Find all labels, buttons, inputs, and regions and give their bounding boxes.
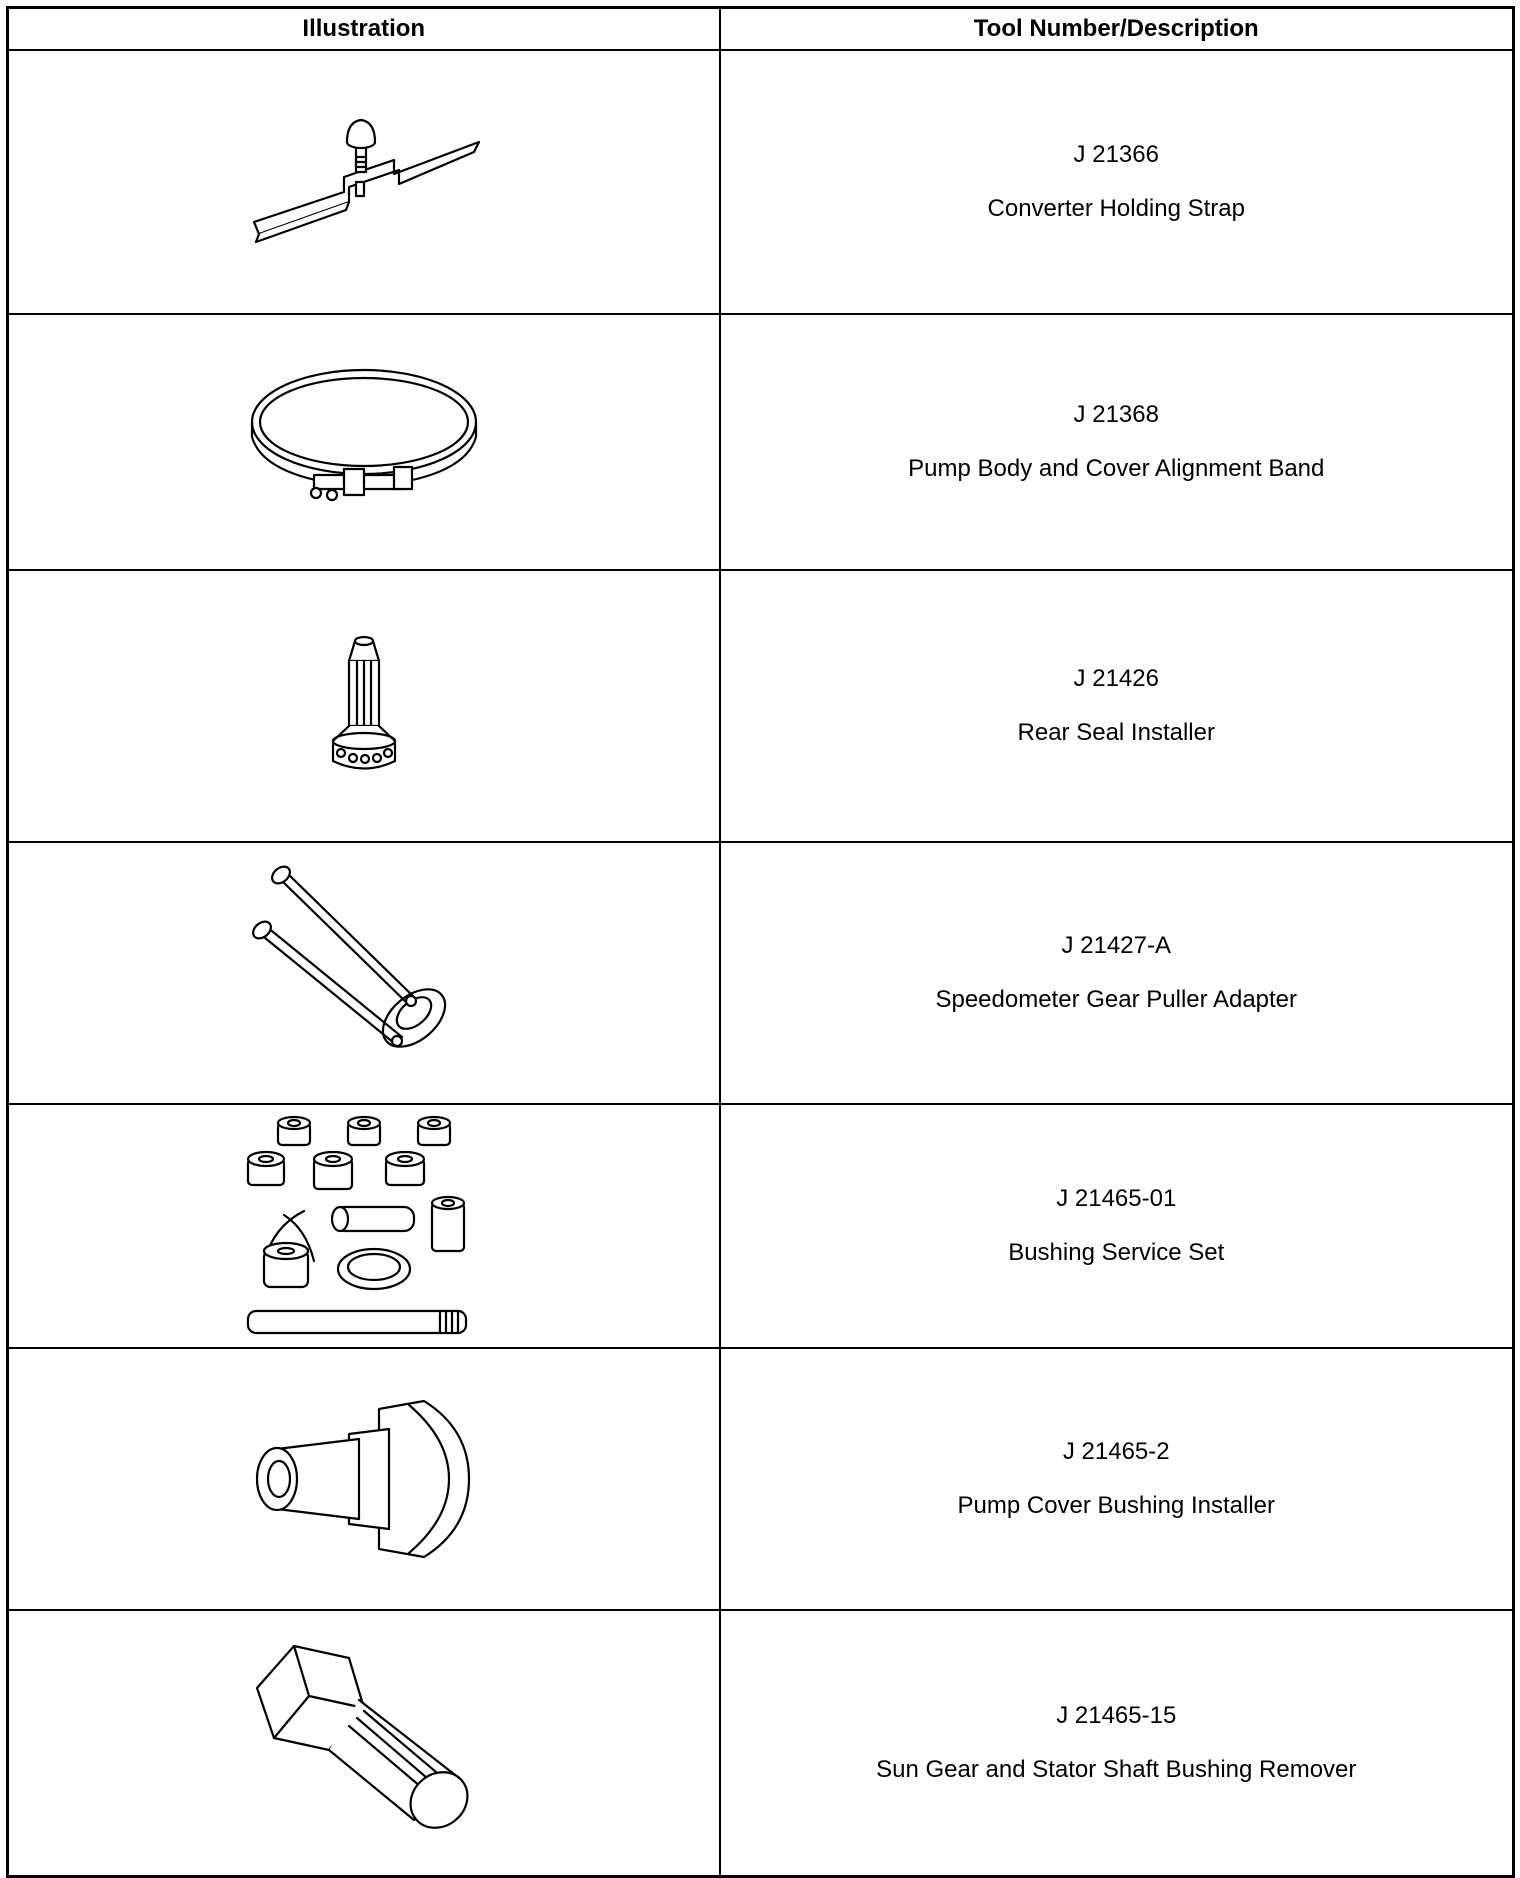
- illustration-header: Illustration: [8, 8, 720, 51]
- illustration-cell: [8, 1104, 720, 1348]
- illustration-cell: [8, 50, 720, 314]
- description-cell: [720, 842, 1514, 1104]
- illustration-cell: [8, 842, 720, 1104]
- illustration-cell: [8, 1348, 720, 1610]
- bushing-installer-icon: [249, 1389, 479, 1569]
- description-cell: [720, 1348, 1514, 1610]
- header-row: [8, 8, 1514, 51]
- description-cell: [720, 570, 1514, 842]
- table-row: [8, 1610, 1514, 1876]
- tool-description: Rear Seal Installer: [1017, 719, 1215, 746]
- table-row: [8, 1104, 1514, 1348]
- converter-holding-strap-icon: [234, 82, 494, 282]
- illustration-cell: [8, 1610, 720, 1876]
- tool-number: J 21368: [1073, 401, 1159, 428]
- description-cell: [720, 314, 1514, 570]
- table-row: [8, 50, 1514, 314]
- gear-puller-adapter-icon: [249, 863, 479, 1083]
- special-tools-table: [6, 6, 1515, 1878]
- alignment-band-icon: [244, 357, 484, 527]
- tool-number: J 21465-15: [1056, 1701, 1177, 1729]
- bushing-service-set-icon: [244, 1111, 484, 1341]
- tool-description: Bushing Service Set: [1008, 1239, 1225, 1266]
- tool-description: Pump Cover Bushing Installer: [957, 1492, 1275, 1519]
- rear-seal-installer-icon: [319, 631, 409, 781]
- description-cell: [720, 1104, 1514, 1348]
- description-cell: [720, 50, 1514, 314]
- tool-description: Speedometer Gear Puller Adapter: [935, 986, 1298, 1013]
- tool-description: Converter Holding Strap: [987, 195, 1245, 222]
- tool-number: J 21465-2: [1062, 1438, 1170, 1465]
- bushing-remover-icon: [249, 1638, 479, 1848]
- tool-description: Pump Body and Cover Alignment Band: [908, 455, 1325, 482]
- illustration-cell: [8, 314, 720, 570]
- illustration-cell: [8, 570, 720, 842]
- tool-number: J 21465-01: [1056, 1185, 1177, 1212]
- description-cell: [720, 1610, 1514, 1876]
- tool-number: J 21427-A: [1061, 932, 1171, 959]
- tool-number: J 21366: [1073, 141, 1159, 168]
- tool-description: Sun Gear and Stator Shaft Bushing Remover: [876, 1755, 1357, 1783]
- description-header: Tool Number/Description: [720, 8, 1514, 51]
- tool-number: J 21426: [1073, 665, 1159, 692]
- table-row: [8, 1348, 1514, 1610]
- table-row: [8, 570, 1514, 842]
- table-row: [8, 314, 1514, 570]
- table-row: [8, 842, 1514, 1104]
